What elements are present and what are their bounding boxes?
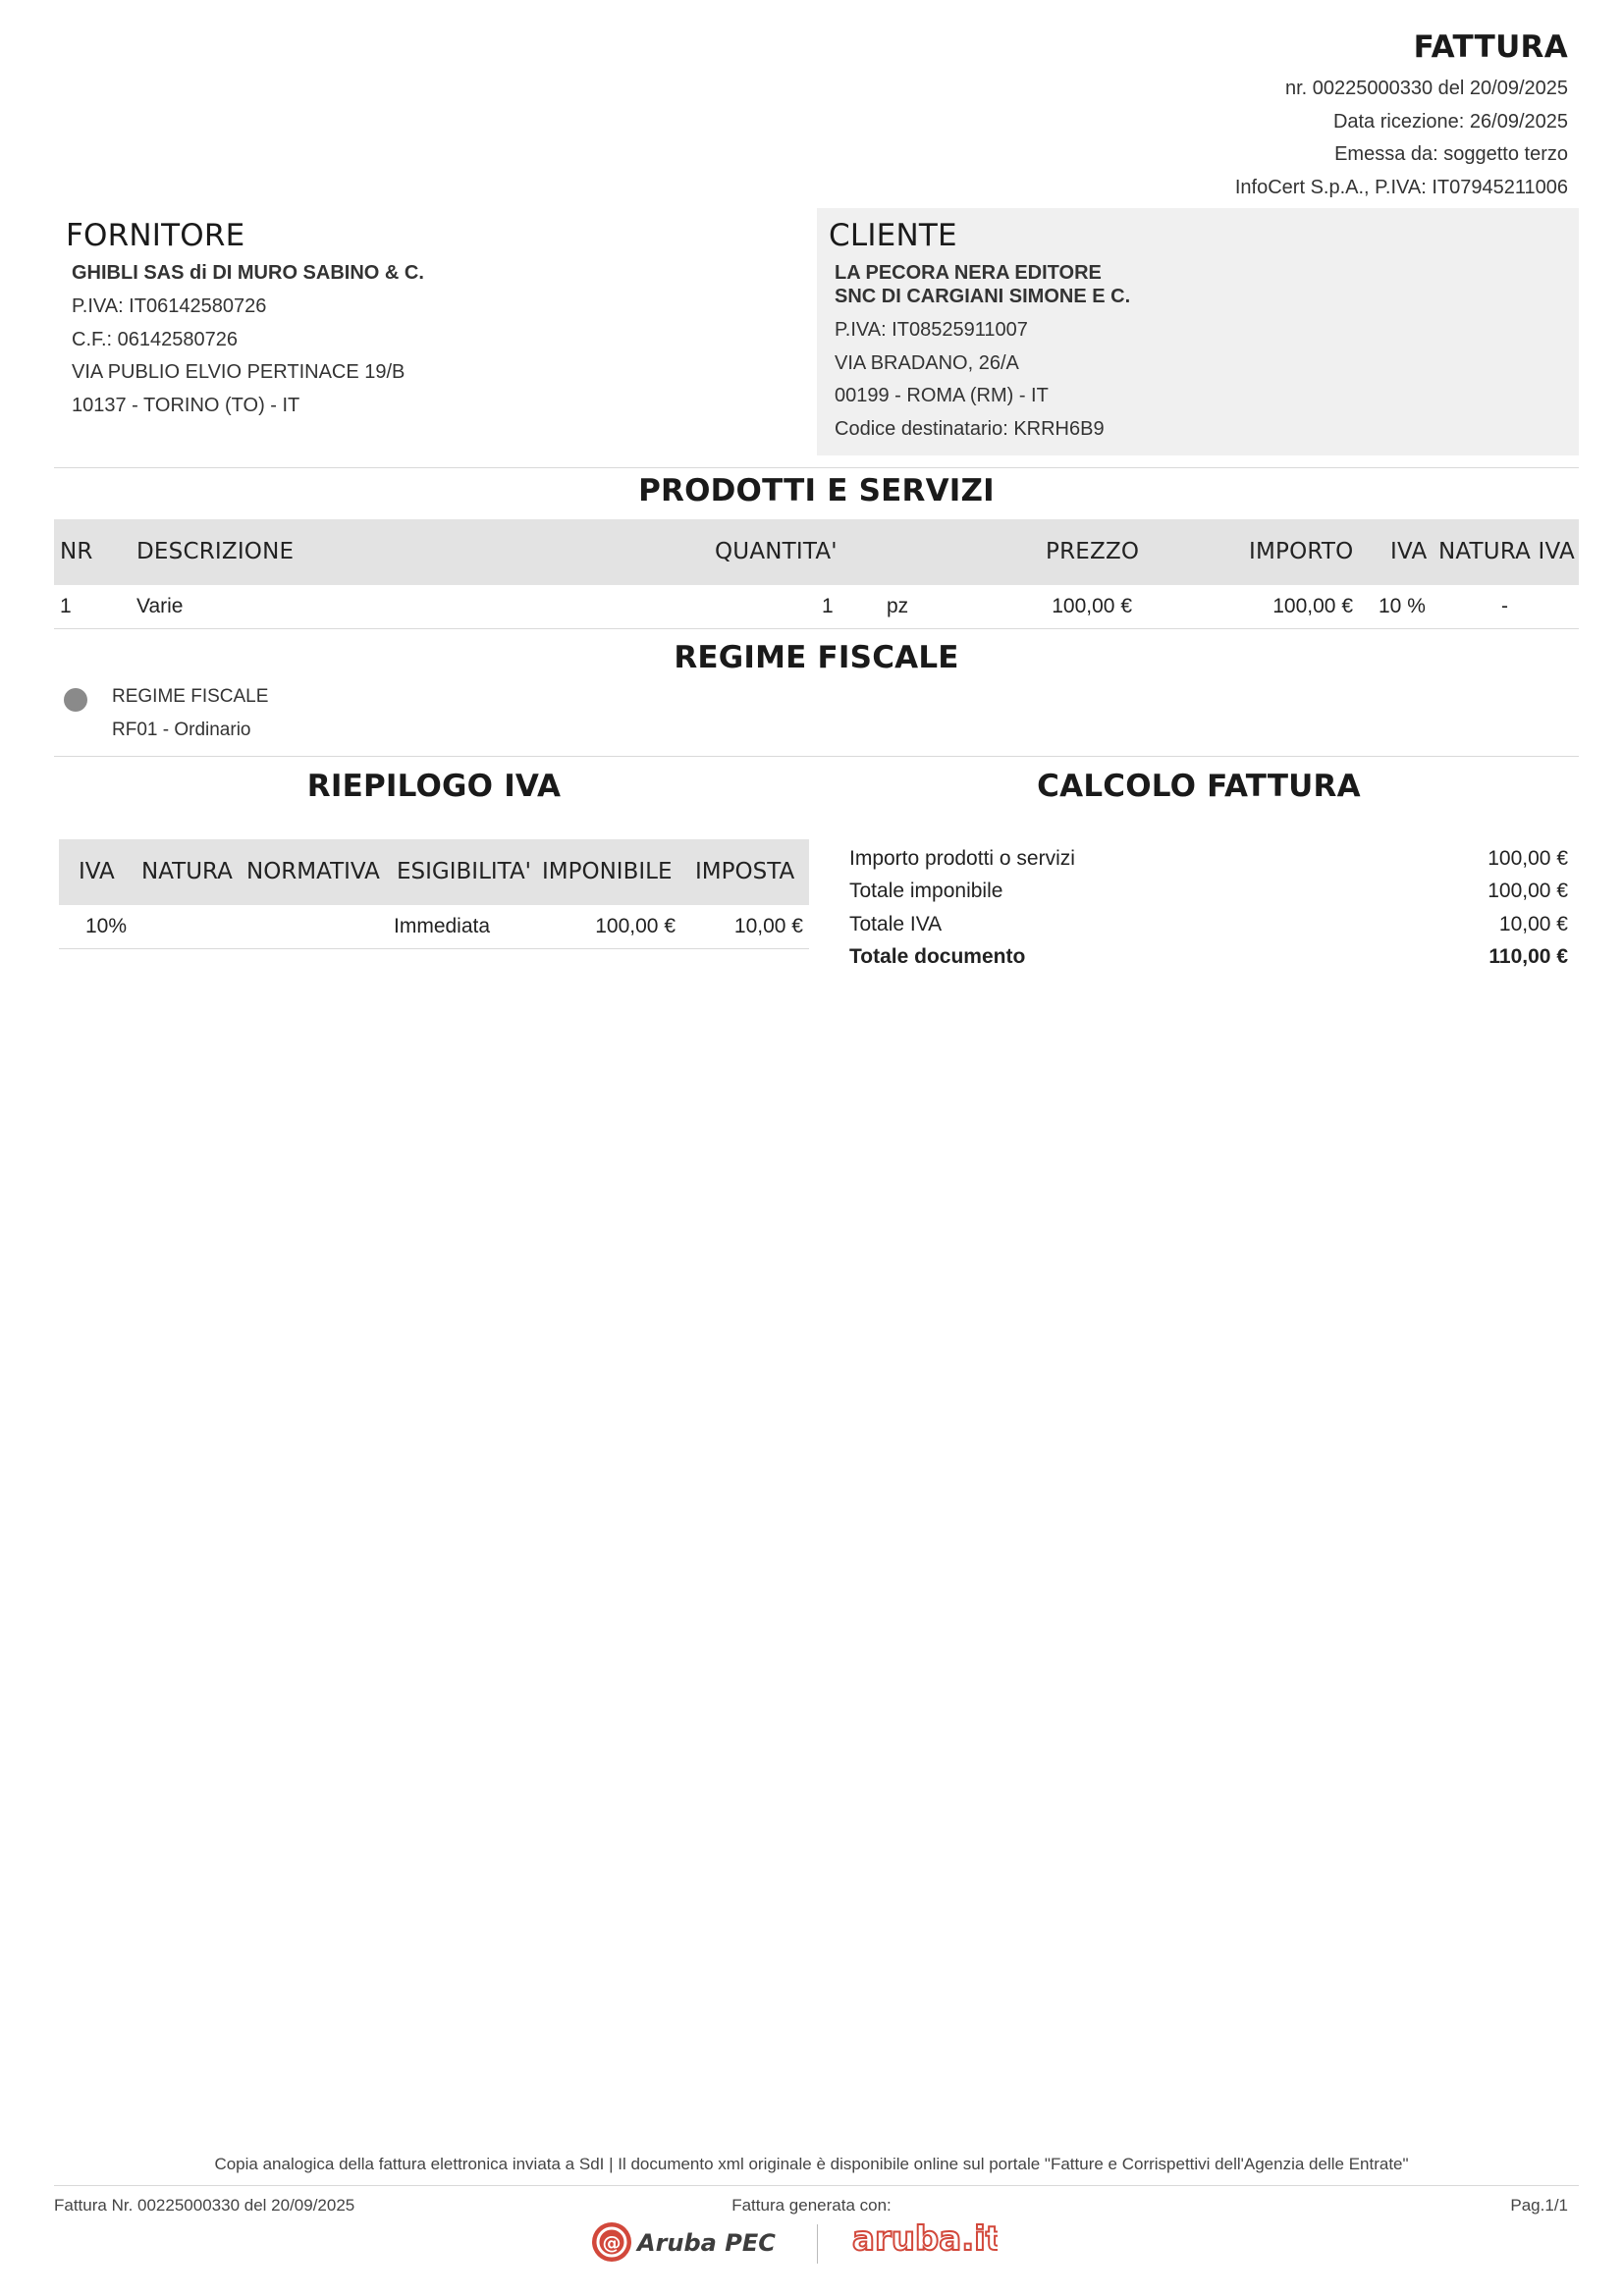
col-description: DESCRIZIONE (136, 539, 295, 564)
footer-generated-with: Fattura generata con: (731, 2196, 892, 2215)
client-title: CLIENTE (829, 218, 957, 253)
aruba-pec-logo-text: Aruba PEC (637, 2229, 776, 2257)
row-vat: 10 % (1379, 595, 1426, 617)
footer-page-number: Pag.1/1 (1510, 2196, 1568, 2215)
col-vat-nature: NATURA IVA (1438, 539, 1575, 564)
issuer: InfoCert S.p.A., P.IVA: IT07945211006 (1234, 176, 1568, 198)
logo-separator (817, 2224, 818, 2264)
footer-invoice-ref: Fattura Nr. 00225000330 del 20/09/2025 (54, 2196, 355, 2215)
invoice-number: nr. 00225000330 del 20/09/2025 (1284, 78, 1568, 99)
footer-note: Copia analogica della fattura elettronica inviata a SdI | Il documento xml originale è disponibile online sul portale "Fatture e Corrispettivi dell'Agenzia delle Entrate" (214, 2155, 1409, 2173)
col-nr: NR (60, 539, 93, 564)
invoice-calc-title: CALCOLO FATTURA (1037, 769, 1361, 804)
col-taxable: IMPONIBILE (542, 859, 673, 884)
col-quantity: QUANTITA' (715, 539, 838, 564)
supplier-block (54, 208, 800, 454)
calc-row-total (849, 940, 1568, 974)
row-amount: 100,00 € (1272, 595, 1353, 617)
col-nature: NATURA (141, 859, 233, 884)
col-chargeability: ESIGIBILITA' (397, 859, 532, 884)
row-tax: 10,00 € (733, 915, 803, 937)
calc-value: 10,00 € (1498, 913, 1568, 935)
supplier-title: FORNITORE (66, 218, 245, 253)
row-chargeability: Immediata (394, 915, 491, 937)
calc-label: Totale IVA (849, 913, 943, 935)
table-row (54, 585, 1579, 628)
divider (54, 756, 1579, 757)
col-amount: IMPORTO (1249, 539, 1354, 564)
calc-row (849, 875, 1568, 908)
calc-value: 110,00 € (1488, 945, 1568, 968)
aruba-it-logo (850, 2216, 998, 2262)
tax-regime-title: REGIME FISCALE (674, 640, 959, 675)
row-price: 100,00 € (1052, 595, 1132, 617)
products-title: PRODOTTI E SERVIZI (638, 473, 995, 508)
col-regulation: NORMATIVA (246, 859, 380, 884)
row-quantity: 1 (822, 595, 834, 617)
calc-label: Totale documento (849, 945, 1026, 968)
received-date: Data ricezione: 26/09/2025 (1332, 110, 1568, 133)
calc-row (849, 908, 1568, 941)
document-header (881, 29, 1568, 204)
row-taxable: 100,00 € (595, 915, 676, 937)
svg-text:@: @ (602, 2232, 622, 2254)
vat-summary-table-header (59, 839, 809, 905)
footer-divider (54, 2185, 1579, 2186)
document-title: FATTURA (1413, 29, 1568, 65)
client-name-line2: SNC DI CARGIANI SIMONE E C. (835, 286, 1131, 307)
issued-by: Emessa da: soggetto terzo (1334, 143, 1568, 165)
row-vat-nature: - (1501, 595, 1508, 617)
supplier-piva: P.IVA: IT06142580726 (72, 295, 267, 317)
divider (54, 467, 1579, 468)
aruba-it-logo-text: aruba.it (852, 2219, 998, 2259)
tax-regime-label: REGIME FISCALE (112, 686, 269, 707)
calc-row (849, 842, 1568, 876)
supplier-city: 10137 - TORINO (TO) - IT (72, 394, 300, 416)
table-row (59, 905, 809, 948)
col-tax: IMPOSTA (695, 859, 795, 884)
col-vat: IVA (1390, 539, 1428, 564)
supplier-cf: C.F.: 06142580726 (72, 328, 239, 350)
calc-value: 100,00 € (1488, 880, 1568, 902)
supplier-address: VIA PUBLIO ELVIO PERTINACE 19/B (72, 361, 406, 383)
tax-regime-value: RF01 - Ordinario (112, 720, 251, 740)
calc-label: Importo prodotti o servizi (849, 847, 1075, 870)
row-unit: pz (887, 595, 909, 617)
col-price: PREZZO (1046, 539, 1140, 564)
client-address: VIA BRADANO, 26/A (835, 351, 1019, 374)
col-vat: IVA (79, 859, 115, 884)
aruba-pec-logo (590, 2220, 786, 2264)
client-city: 00199 - ROMA (RM) - IT (835, 385, 1049, 406)
client-block (817, 208, 1579, 455)
supplier-name: GHIBLI SAS di DI MURO SABINO & C. (72, 262, 424, 284)
vat-summary-title: RIEPILOGO IVA (306, 769, 562, 804)
divider (59, 948, 809, 949)
aruba-pec-logo-icon (590, 2220, 786, 2264)
row-nr: 1 (60, 595, 72, 617)
row-vat: 10% (85, 915, 128, 937)
client-recipient-code: Codice destinatario: KRRH6B9 (835, 417, 1105, 440)
bullet-icon (64, 688, 87, 712)
client-piva: P.IVA: IT08525911007 (835, 319, 1028, 341)
products-table-header (54, 519, 1579, 585)
row-description: Varie (136, 595, 184, 617)
calc-label: Totale imponibile (849, 880, 1003, 902)
client-name (835, 261, 1579, 308)
client-name-line1: LA PECORA NERA EDITORE (835, 262, 1102, 284)
aruba-it-logo-icon (850, 2216, 998, 2262)
divider (54, 628, 1579, 629)
calc-value: 100,00 € (1488, 847, 1568, 870)
